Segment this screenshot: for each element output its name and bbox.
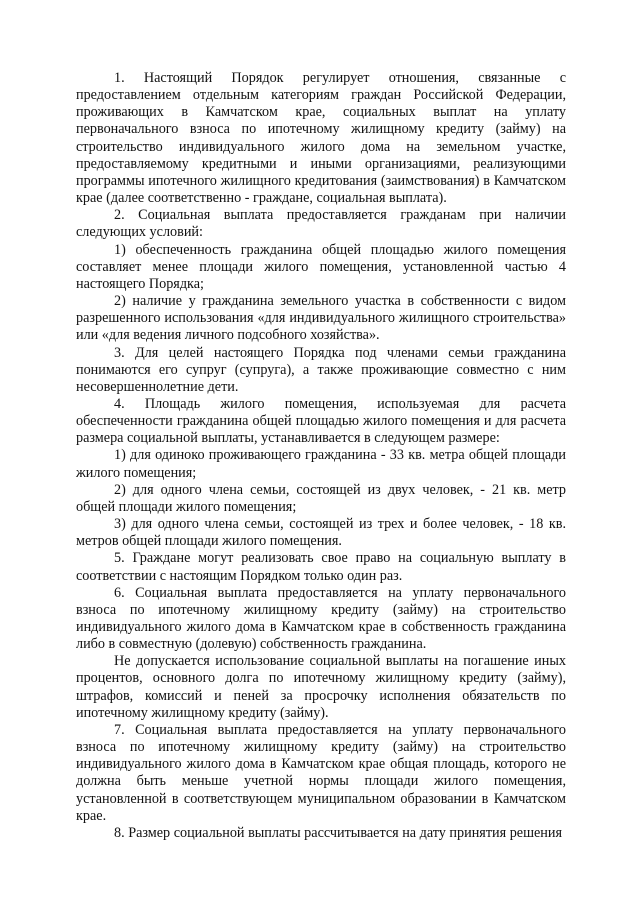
paragraph-2-item-1: 1) обеспеченность гражданина общей площадью жилого помещения составляет менее площади жилого помещения, установленной частью 4 настоящего Порядка; xyxy=(76,241,566,292)
paragraph-7: 7. Социальная выплата предоставляется на уплату первоначального взноса по ипотечному жилищному кредиту (займу) на строительство индивидуального жилого дома в Камчатском крае общая площадь, которого не должна быть меньше учетной нормы площади жилого помещения, установленной в соответствующем муниципальном образовании в Камчатском крае. xyxy=(76,721,566,824)
paragraph-6-note: Не допускается использование социальной выплаты на погашение иных процентов, основного долга по ипотечному жилищному кредиту (займу), штрафов, комиссий и пеней за просрочку исполнения обязательств по ипотечному жилищному кредиту (займу). xyxy=(76,653,566,721)
paragraph-2-item-2: 2) наличие у гражданина земельного участка в собственности с видом разрешенного использования «для индивидуального жилищного строительства» или «для ведения личного подсобного хозяйства». xyxy=(76,293,566,344)
paragraph-5: 5. Граждане могут реализовать свое право на социальную выплату в соответствии с настоящим Порядком только один раз. xyxy=(76,550,566,584)
paragraph-4: 4. Площадь жилого помещения, используемая для расчета обеспеченности гражданина общей площадью жилого помещения и для расчета размера социальной выплаты, устанавливается в следующем размере: xyxy=(76,395,566,447)
paragraph-4-item-1: 1) для одиноко проживающего гражданина - 33 кв. метра общей площади жилого помещения; xyxy=(76,447,566,481)
paragraph-8: 8. Размер социальной выплаты рассчитывается на дату принятия решения xyxy=(114,824,563,841)
paragraph-3: 3. Для целей настоящего Порядка под членами семьи гражданина понимаются его супруг (супруга), а также проживающие совместно с ним несовершеннолетние дети. xyxy=(76,344,566,395)
paragraph-2: 2. Социальная выплата предоставляется гражданам при наличии следующих условий: xyxy=(76,207,566,241)
paragraph-4-item-2: 2) для одного члена семьи, состоящей из двух человек, - 21 кв. метр общей площади жилого помещения; xyxy=(76,481,566,515)
paragraph-1: 1. Настоящий Порядок регулирует отношения, связанные с предоставлением отдельным категориям граждан Российской Федерации, проживающих в Камчатском крае, социальных выплат на уплату первоначального взноса по ипотечному жилищному кредиту (займу) на строительство индивидуального жилого дома на земельном участке, предоставляемому кредитными и иными организациями, реализующими программы ипотечного жилищного кредитования (заимствования) в Камчатском крае (далее соответственно - граждане, социальная выплата). xyxy=(76,70,566,207)
paragraph-6: 6. Социальная выплата предоставляется на уплату первоначального взноса по ипотечному жилищному кредиту (займу) на строительство индивидуального жилого дома в Камчатском крае в собственность гражданина либо в совместную (долевую) собственность гражданина. xyxy=(76,584,566,653)
document-page xyxy=(76,70,566,842)
paragraph-4-item-3: 3) для одного члена семьи, состоящей из трех и более человек, - 18 кв. метров общей площади жилого помещения. xyxy=(76,516,566,550)
